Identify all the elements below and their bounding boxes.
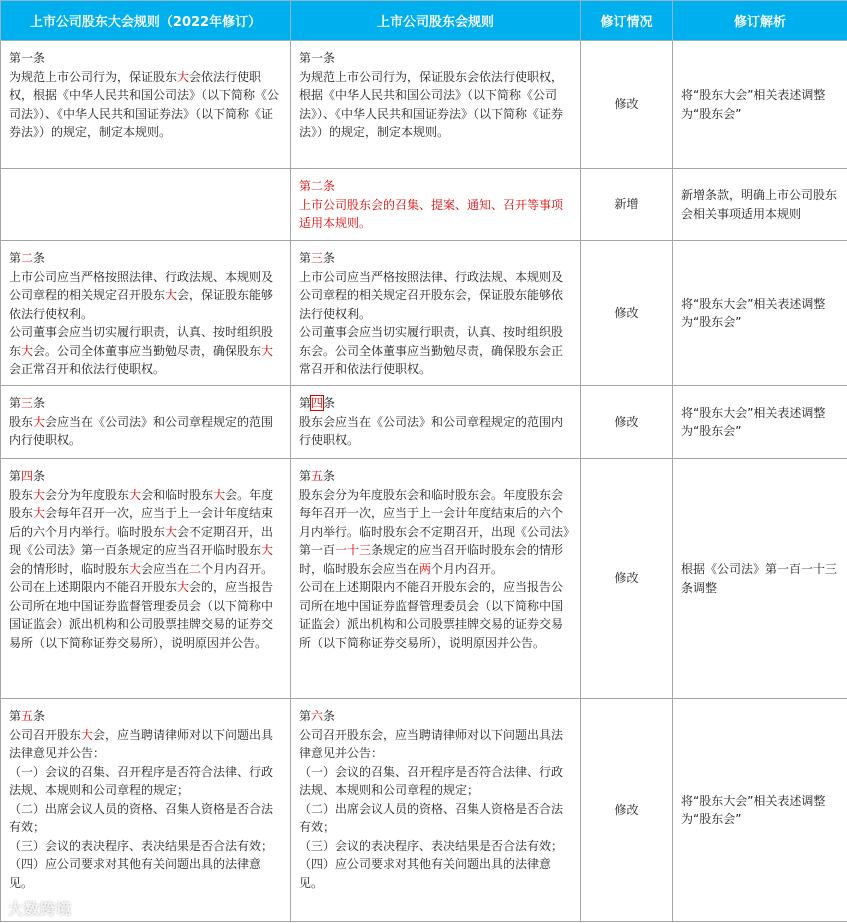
clause-text: 第 xyxy=(299,251,312,265)
clause-text: （三）会议的表决程序、表决结果是否合法有效； xyxy=(299,838,564,853)
clause-text: 公司在上述期限内不能召开股东 xyxy=(9,580,178,594)
clause-line xyxy=(9,467,284,486)
clause-text: 第 xyxy=(299,469,312,483)
revision-analysis-cell: 根据《公司法》第一百一十三条调整 xyxy=(673,459,847,699)
table-row xyxy=(1,241,847,386)
clause-text: 条 xyxy=(33,251,46,265)
clause-line xyxy=(9,707,284,726)
clause-line xyxy=(9,855,284,892)
changed-text: 大 xyxy=(261,543,274,557)
clause-text: 会应当在《公司法》和公司章程规定的范围内行使职权。 xyxy=(9,414,274,447)
revision-status-cell: 修改 xyxy=(581,699,673,922)
changed-text: 三 xyxy=(311,251,324,265)
revision-analysis-cell: 将“股东大会”相关表述调整为“股东会” xyxy=(673,699,847,922)
old-rule-cell xyxy=(1,699,291,922)
revision-analysis-cell: 新增条款，明确上市公司股东会相关事项适用本规则 xyxy=(673,169,847,241)
changed-text: 大 xyxy=(33,506,46,520)
clause-text: 公司董事会应当切实履行职责，认真、按时组织股东会。公司全体董事应当勤勉尽责，确保股东会正常召开和依法行使职权。 xyxy=(299,325,564,376)
changed-text: 大 xyxy=(177,69,190,84)
clause-text: 第一条 xyxy=(9,51,46,65)
table-row xyxy=(1,699,847,922)
clause-text: （一）会议的召集、召开程序是否符合法律、行政法规、本规则和公司章程的规定； xyxy=(299,764,564,797)
clause-line xyxy=(299,763,574,800)
revision-status-cell: 新增 xyxy=(581,169,673,241)
clause-text: 公司召开股东会，应当聘请律师对以下问题出具法律意见并公告： xyxy=(299,727,564,760)
clause-text: 股东 xyxy=(9,414,34,429)
clause-text: 会。年度股东 xyxy=(9,487,274,520)
clause-text: （二）出席会议人员的资格、召集人资格是否合法有效； xyxy=(9,801,274,834)
clause-line xyxy=(299,68,574,142)
clause-text: 会。公司全体董事应当勤勉尽责，确保股东 xyxy=(33,343,262,358)
header-revision-status: 修订情况 xyxy=(581,1,673,41)
header-revision-analysis: 修订解析 xyxy=(673,1,847,41)
changed-text: 大 xyxy=(81,727,94,742)
revision-analysis-cell: 将“股东大会”相关表述调整为“股东会” xyxy=(673,386,847,459)
old-rule-cell xyxy=(1,169,291,241)
revision-status-cell: 修改 xyxy=(581,459,673,699)
clause-text: 第二条 xyxy=(299,179,336,193)
clause-line xyxy=(299,855,574,892)
table-header-row xyxy=(1,1,847,41)
changed-text: 五 xyxy=(311,469,324,483)
clause-line xyxy=(299,196,574,233)
clause-line xyxy=(9,413,284,450)
clause-text: 条 xyxy=(323,469,336,483)
clause-text: 第一条 xyxy=(299,51,336,65)
clause-line xyxy=(9,323,284,379)
changed-text: 五 xyxy=(21,709,34,723)
clause-text: 上市公司应当严格按照法律、行政法规、本规则及公司章程的相关规定召开股东会，保证股东能够依法行使权利。 xyxy=(299,269,564,321)
clause-text: 会的情形时，临时股东 xyxy=(9,561,130,576)
clause-line xyxy=(299,394,574,413)
changed-text: 两 xyxy=(419,561,432,576)
clause-text: 股东会分为年度股东会和临时股东会。年度股东会每年召开一次，应当于上一会计年度结束后的六个月内举行。临时股东会不定期召开，出现《公司法》第一百 xyxy=(299,487,570,557)
clause-text: 股东 xyxy=(9,487,34,502)
header-old-rules: 上市公司股东大会规则（2022年修订） xyxy=(1,1,291,41)
revision-analysis-cell: 将“股东大会”相关表述调整为“股东会” xyxy=(673,241,847,386)
clause-text: 条规定的应当召开临时股东会的情形时，临时股东会应当在 xyxy=(299,543,564,576)
clause-line xyxy=(299,249,574,268)
table-row xyxy=(1,386,847,459)
clause-text: 第 xyxy=(299,396,312,410)
clause-text: 个月内召开。 xyxy=(431,561,504,576)
new-rule-cell xyxy=(291,699,581,922)
new-rule-cell xyxy=(291,386,581,459)
clause-text: 为规范上市公司行为，保证股东 xyxy=(9,69,178,84)
revision-analysis-cell: 将“股东大会”相关表述调整为“股东会” xyxy=(673,41,847,169)
changed-text: 三 xyxy=(21,396,34,410)
clause-line xyxy=(9,726,284,763)
clause-text: 为规范上市公司行为，保证股东会依法行使职权，根据《中华人民共和国公司法》（以下简称《公司法》）、《中华人民共和国证券法》（以下简称《证券法》）的规定，制定本规则。 xyxy=(299,69,564,139)
clause-line xyxy=(9,578,284,652)
clause-text: 公司召开股东 xyxy=(9,727,82,742)
clause-text: 会的，应当报告公司所在地中国证券监督管理委员会（以下简称中国证监会）派出机构和公司股票挂牌交易的证券交易所（以下简称证券交易所），说明原因并公告。 xyxy=(9,580,274,650)
clause-line xyxy=(9,394,284,413)
changed-text: 大 xyxy=(165,288,178,302)
revision-status-cell: 修改 xyxy=(581,241,673,386)
clause-text: 条 xyxy=(33,709,46,723)
clause-text: 第 xyxy=(9,469,22,483)
table-row xyxy=(1,459,847,699)
clause-text: 上市公司应当严格按照法律、行政法规、本规则及公司章程的相关规定召开股东 xyxy=(9,269,274,302)
clause-text: 第 xyxy=(299,709,312,723)
changed-text: 大 xyxy=(165,524,178,539)
changed-text: 大 xyxy=(33,414,46,429)
clause-line xyxy=(9,486,284,579)
clause-text: 会，应当聘请律师对以下问题出具法律意见并公告： xyxy=(9,727,274,760)
clause-line xyxy=(299,323,574,379)
clause-text: （二）出席会议人员的资格、召集人资格是否合法有效； xyxy=(299,801,564,834)
clause-text: 会依法行使职权，根据《中华人民共和国公司法》（以下简称《公司法》）、《中华人民共和国证券法》（以下简称《证券法》）的规定，制定本规则。 xyxy=(9,69,280,139)
clause-line xyxy=(299,467,574,486)
clause-line xyxy=(9,49,284,68)
changed-text: 大 xyxy=(261,343,274,358)
clause-line xyxy=(299,800,574,837)
watermark: 大数跨境 xyxy=(8,900,73,918)
table-row xyxy=(1,169,847,241)
clause-line xyxy=(299,268,574,324)
clause-line xyxy=(9,268,284,324)
clause-line xyxy=(9,837,284,856)
changed-text: 四 xyxy=(21,469,34,483)
new-rule-cell xyxy=(291,241,581,386)
changed-text: 六 xyxy=(311,709,324,723)
clause-text: 条 xyxy=(33,469,46,483)
clause-text: 会分为年度股东 xyxy=(45,487,130,502)
clause-text: 公司在上述期限内不能召开股东会的，应当报告公司所在地中国证券监督管理委员会（以下简称中国证监会）派出机构和公司股票挂牌交易的证券交易所（以下简称证券交易所），说明原因并公告。 xyxy=(299,580,564,650)
header-new-rules: 上市公司股东会规则 xyxy=(291,1,581,41)
clause-line xyxy=(299,413,574,450)
clause-line xyxy=(299,486,574,579)
clause-text: 条 xyxy=(33,396,46,410)
clause-text: 会，保证股东能够依法行使权利。 xyxy=(9,288,274,321)
clause-text: 会正常召开和依法行使职权。 xyxy=(9,362,166,376)
changed-text: 大 xyxy=(129,487,142,502)
new-rule-cell xyxy=(291,459,581,699)
changed-text: 二 xyxy=(189,561,202,576)
changed-text: 大 xyxy=(177,580,190,594)
revision-status-cell: 修改 xyxy=(581,41,673,169)
changed-text: 一十三 xyxy=(335,543,372,557)
clause-text: 条 xyxy=(323,396,336,410)
clause-text: 上市公司股东会的召集、提案、通知、召开等事项适用本规则。 xyxy=(299,197,564,230)
changed-text: 四 xyxy=(311,396,324,410)
clause-text: （一）会议的召集、召开程序是否符合法律、行政法规、本规则和公司章程的规定； xyxy=(9,764,274,797)
changed-text: 大 xyxy=(33,487,46,502)
old-rule-cell xyxy=(1,386,291,459)
clause-text: 公司董事会应当切实履行职责，认真、按时组织股东 xyxy=(9,325,274,358)
changed-text: 二 xyxy=(21,251,34,265)
clause-text: 条 xyxy=(323,709,336,723)
clause-text: 会每年召开一次，应当于上一会计年度结束后的六个月内举行。临时股东 xyxy=(9,506,274,539)
clause-line xyxy=(299,707,574,726)
clause-text: 股东会应当在《公司法》和公司章程规定的范围内行使职权。 xyxy=(299,414,564,447)
clause-line xyxy=(299,578,574,652)
changed-text: 大 xyxy=(129,561,142,576)
clause-text: （四）应公司要求对其他有关问题出具的法律意见。 xyxy=(299,857,552,890)
clause-line xyxy=(299,177,574,196)
clause-text: 个月内召开。 xyxy=(201,561,274,576)
clause-text: 条 xyxy=(323,251,336,265)
clause-line xyxy=(9,800,284,837)
clause-text: 会和临时股东 xyxy=(141,487,214,502)
revision-status-cell: 修改 xyxy=(581,386,673,459)
clause-text: 第 xyxy=(9,396,22,410)
clause-text: 会不定期召开，出现《公司法》第一百条规定的应当召开临时股东 xyxy=(9,524,274,557)
clause-line xyxy=(9,763,284,800)
old-rule-cell xyxy=(1,41,291,169)
clause-line xyxy=(299,726,574,763)
clause-text: 第 xyxy=(9,709,22,723)
clause-text: 会应当在 xyxy=(141,561,190,576)
clause-line xyxy=(9,249,284,268)
clause-line xyxy=(299,49,574,68)
clause-text: （三）会议的表决程序、表决结果是否合法有效； xyxy=(9,838,274,853)
changed-text: 大 xyxy=(21,343,34,358)
clause-text: 第 xyxy=(9,251,22,265)
new-rule-cell xyxy=(291,169,581,241)
clause-text: （四）应公司要求对其他有关问题出具的法律意见。 xyxy=(9,857,262,890)
clause-line xyxy=(299,837,574,856)
changed-text: 大 xyxy=(213,487,226,502)
old-rule-cell xyxy=(1,241,291,386)
clause-line xyxy=(9,68,284,142)
table-row xyxy=(1,41,847,169)
old-rule-cell xyxy=(1,459,291,699)
new-rule-cell xyxy=(291,41,581,169)
